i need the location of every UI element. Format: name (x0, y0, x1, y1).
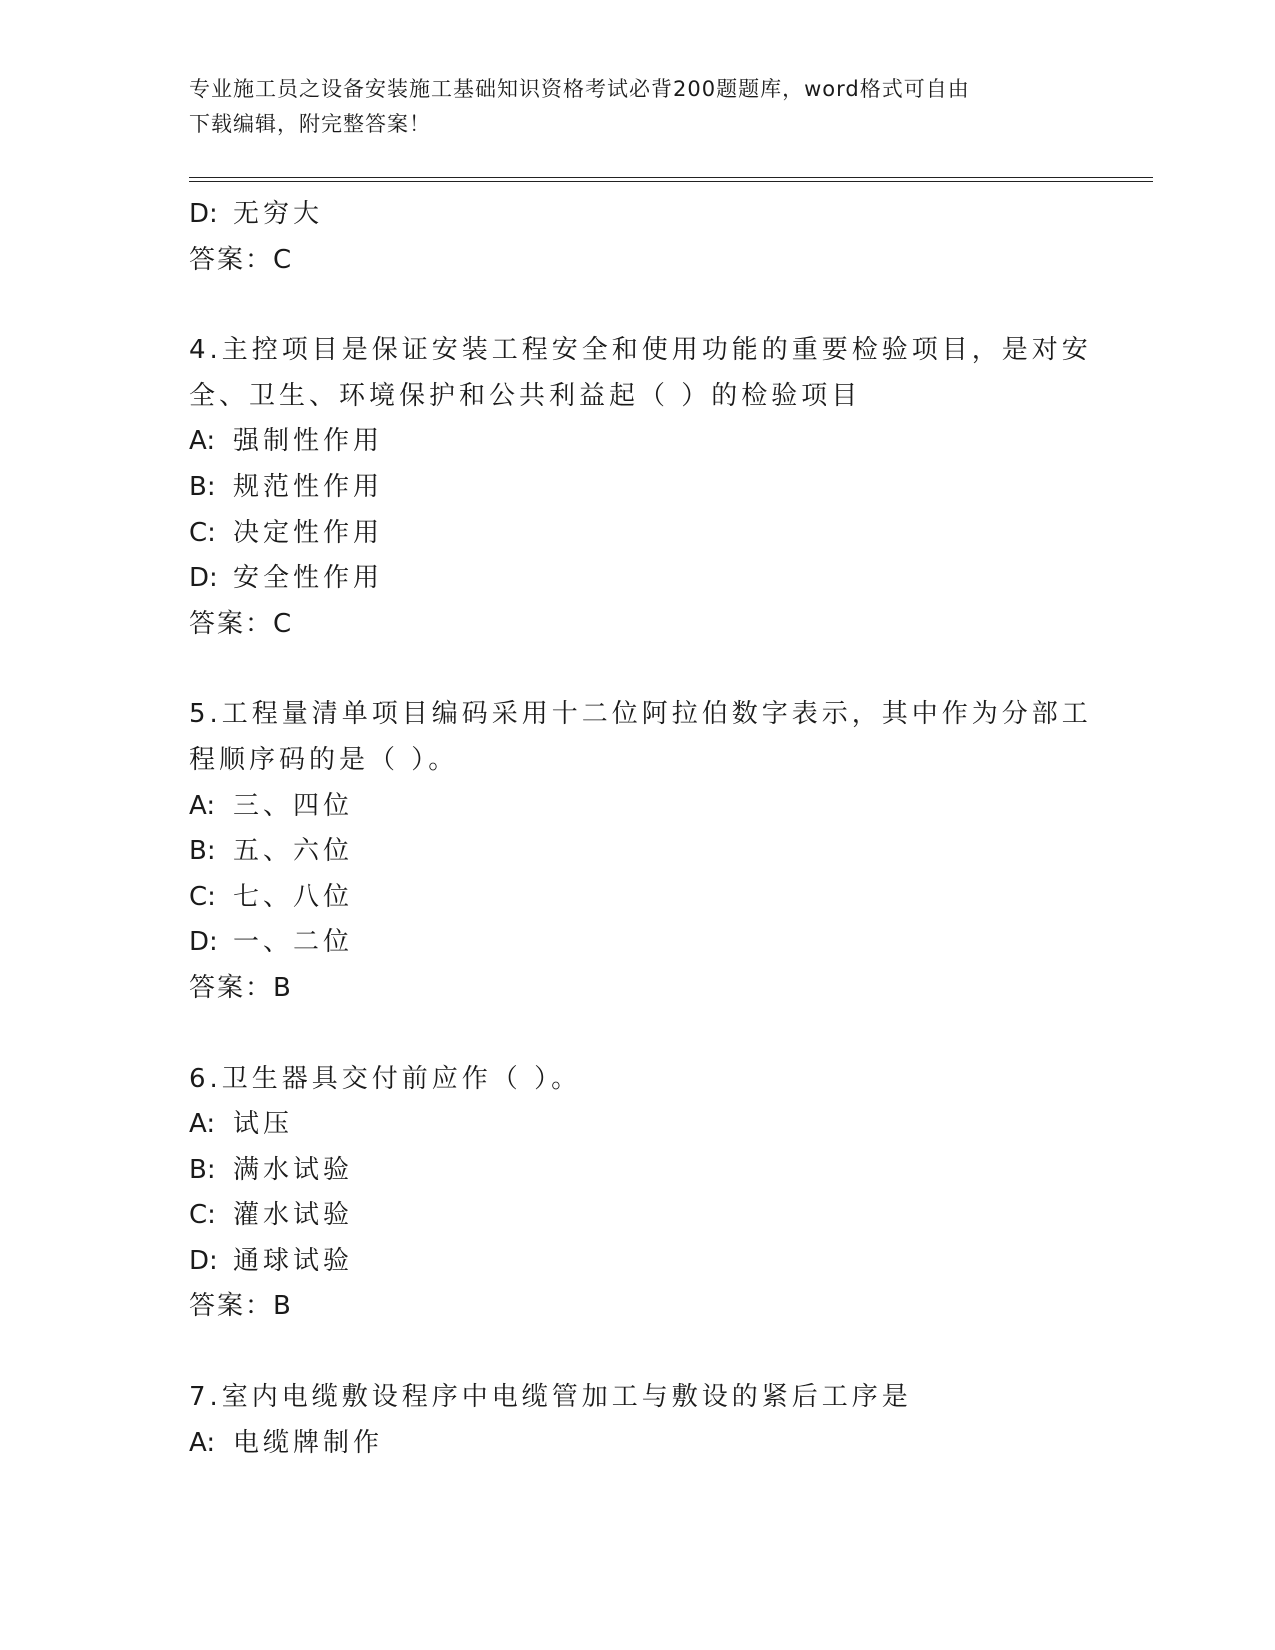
question-stem: 6.卫生器具交付前应作（ ）。 (189, 1063, 582, 1094)
question-stem: 程顺序码的是（ ）。 (189, 744, 459, 775)
question-stem: 全、卫生、环境保护和公共利益起（ ）的检验项目 (189, 380, 862, 411)
option-key: C: (189, 881, 216, 912)
question-stem: 4.主控项目是保证安装工程安全和使用功能的重要检验项目，是对安 (189, 335, 1092, 366)
option-a (189, 419, 1089, 465)
answer: 答案：C (189, 244, 294, 275)
option-text: 强制性作用 (233, 426, 384, 457)
option-c (189, 1193, 1089, 1239)
option-c (189, 875, 1089, 921)
option-key: D: (189, 199, 218, 229)
option-key: B: (189, 1154, 216, 1185)
option-key: D: (189, 927, 218, 958)
option-text: 试压 (233, 1109, 294, 1140)
question-7 (189, 1375, 1089, 1466)
option-text: 安全性作用 (233, 563, 384, 594)
option-key: D: (189, 563, 218, 594)
option-key: B: (189, 836, 216, 867)
option-text: 决定性作用 (233, 517, 384, 548)
option-text: 七、八位 (233, 881, 354, 912)
option-key: C: (189, 517, 216, 548)
option-key: C: (189, 1200, 216, 1231)
option-text: 三、四位 (233, 790, 354, 821)
option-key: A: (189, 790, 216, 821)
option-d (189, 556, 1089, 602)
option-b (189, 465, 1089, 511)
option-a (189, 1421, 1089, 1467)
option-key: A: (189, 1109, 216, 1140)
question-4 (189, 328, 1092, 647)
option-a (189, 784, 1089, 830)
option-text: 电缆牌制作 (233, 1427, 384, 1458)
option-text: 五、六位 (233, 836, 354, 867)
option-key: B: (189, 471, 216, 502)
question-5 (189, 692, 1092, 1011)
header-line-2: 下载编辑，附完整答案！ (189, 112, 431, 136)
option-d (189, 192, 1089, 238)
option-text: 无穷大 (233, 199, 324, 229)
question-list (189, 192, 1092, 1466)
answer: 答案：B (189, 1291, 293, 1322)
option-text: 规范性作用 (233, 471, 384, 502)
answer: 答案：B (189, 972, 293, 1003)
option-d (189, 920, 1089, 966)
option-b (189, 1148, 1089, 1194)
option-key: D: (189, 1245, 218, 1276)
option-text: 通球试验 (233, 1245, 354, 1276)
header-divider (189, 177, 1153, 182)
option-text: 满水试验 (233, 1154, 354, 1185)
option-text: 一、二位 (233, 927, 354, 958)
document-header (189, 72, 1089, 142)
question-stem: 7.室内电缆敷设程序中电缆管加工与敷设的紧后工序是 (189, 1382, 912, 1413)
option-a (189, 1102, 1089, 1148)
answer: 答案：C (189, 608, 294, 639)
option-key: A: (189, 426, 216, 457)
option-key: A: (189, 1427, 216, 1458)
question-stem: 5.工程量清单项目编码采用十二位阿拉伯数字表示，其中作为分部工 (189, 699, 1092, 730)
question-6 (189, 1057, 1089, 1331)
header-line-1: 专业施工员之设备安装施工基础知识资格考试必背200题题库，word格式可自由 (189, 77, 970, 101)
option-d (189, 1239, 1089, 1285)
option-c (189, 511, 1089, 557)
option-b (189, 829, 1089, 875)
option-text: 灌水试验 (233, 1200, 354, 1231)
